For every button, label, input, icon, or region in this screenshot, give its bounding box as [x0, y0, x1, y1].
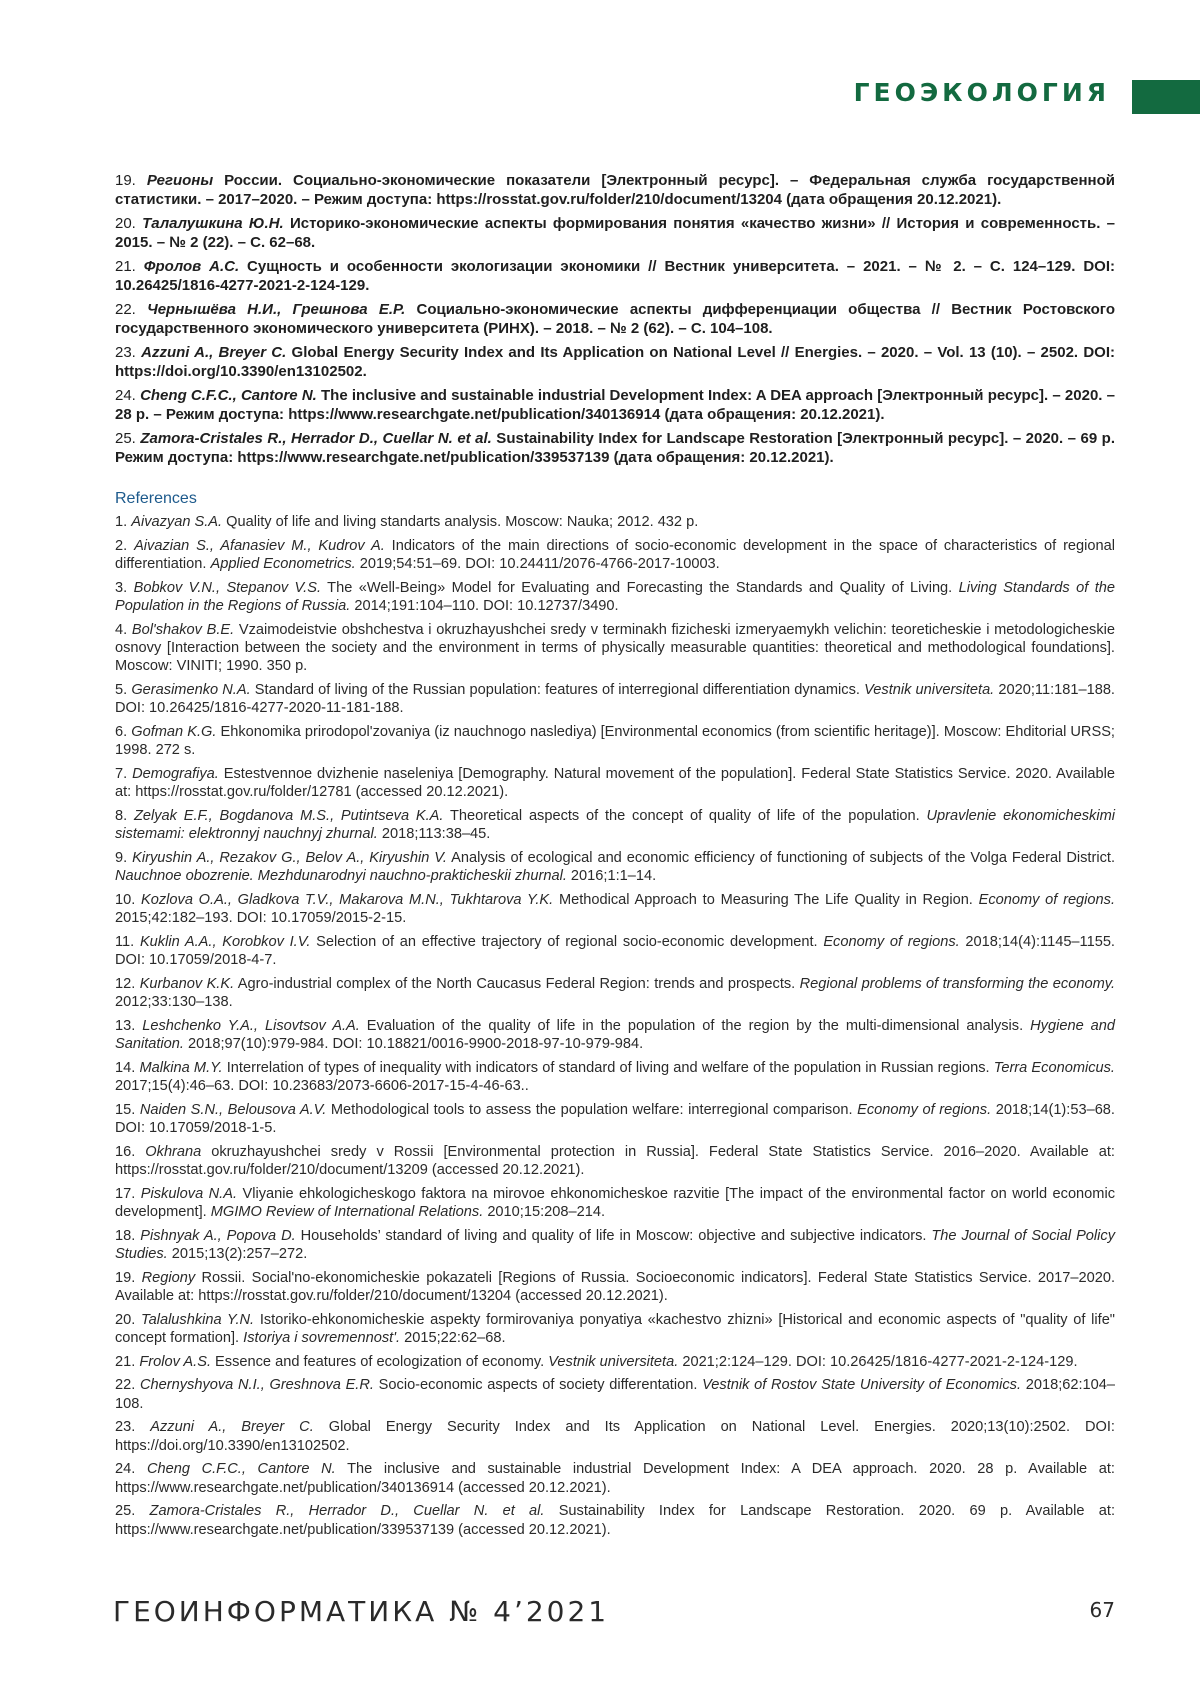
reference-text: Methodical Approach to Measuring The Life Quality in Region. [553, 891, 979, 908]
reference-number: 21. [115, 1353, 136, 1370]
reference-text: Households’ standard of living and quality of life in Moscow: objective and subjective indicators. [295, 1227, 932, 1244]
reference-number: 15. [115, 1101, 136, 1118]
reference-author: Cheng C.F.C., Cantore N. [146, 1461, 336, 1478]
section-color-bar [1132, 80, 1200, 114]
reference-details: 2014;191:104–110. DOI: 10.12737/3490. [350, 597, 619, 614]
reference-text: Сущность и особенности экологизации экономики // Вестник университета. – 2021. – № 2. – С. 124–129. DOI: 10.26425/1816-4277-2021-2-124-129. [115, 258, 1116, 294]
section-title: ГЕОЭКОЛОГИЯ [853, 78, 1110, 107]
reference-item [115, 215, 1115, 252]
reference-number: 9. [115, 849, 128, 866]
reference-number: 20. [115, 215, 136, 232]
reference-author: Kozlova O.A., Gladkova T.V., Makarova M.N., Tukhtarova Y.K. [141, 891, 554, 908]
reference-details: 2015;42:182–193. DOI: 10.17059/2015-2-15. [115, 910, 407, 927]
reference-item [115, 172, 1115, 209]
reference-author: Регионы [146, 172, 214, 189]
reference-text: Methodological tools to assess the population welfare: interregional comparison. [326, 1101, 858, 1118]
reference-text: Vzaimodeistvie obshchestva i okruzhayushchei sredy v terminakh fizicheski izmeryaemykh velichin: teoreticheskie i metodologicheskie osnovy [Interaction between the society and the environment in terms of physically measurable quantities: theoretical and methodological foundations]. Moscow: VINITI; 1990. 350 p. [115, 621, 1115, 675]
reference-author: Chernyshyova N.I., Greshnova E.R. [140, 1377, 374, 1394]
page-number: 67 [1089, 1598, 1115, 1622]
reference-details: 2018;97(10):979-984. DOI: 10.18821/0016-9900-2018-97-10-979-984. [183, 1036, 644, 1053]
reference-author: Kurbanov K.K. [139, 975, 235, 992]
reference-number: 24. [115, 387, 136, 404]
reference-number: 12. [115, 975, 136, 992]
reference-text: The «Well-Being» Model for Evaluating and Forecasting the Standards and Quality of Living. [321, 579, 959, 596]
reference-text: Rossii. Social'no-ekonomicheskie pokazateli [Regions of Russia. Socioeconomic indicators]. Federal State Statistics Service. 2017–2020. Available at: https://rosstat.gov.ru/folder/210/document/13204 (accessed 20.12.2021). [115, 1269, 1115, 1305]
reference-item [115, 891, 1115, 928]
reference-author: Zamora-Cristales R., Herrador D., Cuellar N. et al. [140, 430, 492, 447]
journal-name: ГЕОИНФОРМАТИКА № 4’2021 [113, 1595, 610, 1628]
reference-item [115, 579, 1115, 616]
article-body [115, 172, 1115, 1544]
reference-text: Evaluation of the quality of life in the population of the region by the multi-dimensional analysis. [359, 1017, 1031, 1034]
reference-item [115, 1143, 1115, 1180]
reference-author: Aivazyan S.A. [131, 514, 223, 530]
reference-number: 10. [115, 891, 136, 908]
reference-author: Naiden S.N., Belousova A.V. [139, 1101, 327, 1118]
reference-journal: Hygiene and Sanitation. [115, 1017, 1116, 1053]
reference-journal: Economy of regions. [857, 1101, 992, 1118]
reference-item [115, 301, 1115, 338]
reference-details: 2010;15:208–214. [483, 1204, 605, 1221]
reference-number: 6. [115, 723, 128, 740]
reference-number: 8. [115, 807, 128, 824]
reference-number: 22. [115, 1377, 136, 1394]
reference-item [115, 1269, 1115, 1306]
reference-author: Bobkov V.N., Stepanov V.S. [133, 579, 322, 596]
reference-author: Gofman K.G. [131, 723, 217, 740]
reference-number: 19. [115, 172, 136, 189]
reference-item [115, 849, 1115, 886]
reference-text: Sustainability Index for Landscape Restoration. 2020. 69 p. Available at: https://www.researchgate.net/publication/339537139 (accessed 20.12.2021). [115, 1503, 1115, 1538]
reference-text: The inclusive and sustainable industrial Development Index: A DEA approach. 2020. 28 p. Available at: https://www.researchgate.net/publication/340136914 (accessed 20.12.2021). [115, 1461, 1115, 1496]
reference-text: России. Социально-экономические показатели [Электронный ресурс]. – Федеральная служба государственной статистики. – 2017–2020. – Режим доступа: https://rosstat.gov.ru/folder/210/document/13204 (дата обращения 20.12.2021). [115, 172, 1115, 208]
reference-details: 2015;22:62–68. [400, 1330, 506, 1346]
reference-author: Piskulova N.A. [140, 1185, 238, 1202]
reference-details: 2018;113:38–45. [377, 826, 491, 843]
reference-text: Sustainability Index for Landscape Restoration [Электронный ресурс]. – 2020. – 69 p. Режим доступа: https://www.researchgate.net/publication/339537139 (дата обращения: 20.12.2021). [115, 430, 1115, 466]
reference-number: 13. [115, 1017, 136, 1034]
reference-item [115, 1101, 1115, 1138]
reference-item [115, 1418, 1115, 1455]
reference-author: Bol'shakov B.E. [131, 621, 235, 638]
reference-journal: Regional problems of transforming the economy. [799, 975, 1115, 992]
reference-text: Global Energy Security Index and Its Application on National Level. Energies. 2020;13(10):2502. DOI: https://doi.org/10.3390/en13102502. [115, 1419, 1115, 1454]
reference-item [115, 621, 1115, 676]
reference-author: Leshchenko Y.A., Lisovtsov A.A. [142, 1017, 360, 1034]
reference-text: Vliyanie ehkologicheskogo faktora na mirovoe ehkonomicheskoe razvitie [The impact of the environmental factor on world economic development]. [115, 1185, 1115, 1221]
reference-item [115, 258, 1115, 295]
english-reference-list [115, 513, 1115, 1539]
reference-number: 25. [115, 430, 136, 447]
reference-author: Gerasimenko N.A. [131, 681, 251, 698]
reference-item [115, 1502, 1115, 1539]
reference-text: Global Energy Security Index and Its Application on National Level // Energies. – 2020. – Vol. 13 (10). – 2502. DOI: https://doi.org/10.3390/en13102502. [115, 344, 1115, 380]
reference-text: Agro-industrial complex of the North Caucasus Federal Region: trends and prospects. [234, 975, 800, 992]
reference-journal: The Journal of Social Policy Studies. [115, 1227, 1116, 1263]
reference-text: Историко-экономические аспекты формирования понятия «качество жизни» // История и современность. – 2015. – № 2 (22). – С. 62–68. [115, 215, 1116, 251]
reference-details: 2016;1:1–14. [566, 868, 657, 885]
reference-details: 2018;62:104–108. [115, 1377, 1115, 1412]
reference-journal: Nauchnoe obozrenie. Mezhdunarodnyi nauchno-prakticheskii zhurnal. [115, 868, 567, 885]
reference-text: okruzhayushchei sredy v Rossii [Environmental protection in Russia]. Federal State Statistics Service. 2016–2020. Available at: https://rosstat.gov.ru/folder/210/document/13209 (accessed 20.12.2021). [115, 1143, 1115, 1179]
reference-author: Demografiya. [132, 765, 219, 782]
reference-journal: Terra Economicus. [993, 1059, 1115, 1076]
reference-details: 2018;14(4):1145–1155. DOI: 10.17059/2018-4-7. [115, 933, 1115, 969]
reference-item [115, 537, 1115, 574]
reference-item [115, 430, 1115, 467]
reference-item [115, 1185, 1115, 1222]
reference-text: Социально-экономические аспекты дифференциации общества // Вестник Ростовского государственного экономического университета (РИНХ). – 2018. – № 2 (62). – С. 104–108. [115, 301, 1115, 337]
reference-author: Фролов А.С. [143, 258, 240, 275]
reference-details: 2021;2:124–129. DOI: 10.26425/1816-4277-2021-2-124-129. [678, 1353, 1078, 1370]
reference-author: Malkina M.Y. [139, 1059, 223, 1076]
reference-item [115, 513, 1115, 531]
reference-number: 18. [115, 1227, 136, 1244]
reference-text: Standard of living of the Russian population: features of interregional differentiation dynamics. [250, 681, 865, 698]
reference-number: 21. [115, 258, 136, 275]
reference-item [115, 1227, 1115, 1264]
reference-text: Quality of life and living standarts analysis. Moscow: Nauka; 2012. 432 p. [222, 514, 699, 530]
reference-text: Ehkonomika prirodopol'zovaniya (iz nauchnogo naslediya) [Environmental economics (from scientific heritage)]. Moscow: Ehditorial URSS; 1998. 272 s. [115, 723, 1115, 759]
reference-number: 19. [115, 1269, 136, 1286]
reference-details: 2017;15(4):46–63. DOI: 10.23683/2073-6606-2017-15-4-46-63.. [115, 1078, 529, 1095]
reference-author: Чернышёва Н.И., Грешнова Е.Р. [147, 301, 406, 318]
reference-journal: Living Standards of the Population in the Regions of Russia. [115, 579, 1115, 614]
reference-item [115, 1353, 1115, 1371]
reference-text: Interrelation of types of inequality with indicators of standard of living and welfare of the population in Russian regions. [222, 1059, 994, 1076]
reference-details: 2019;54:51–69. DOI: 10.24411/2076-4766-2017-10003. [355, 555, 720, 572]
reference-number: 23. [115, 344, 136, 361]
reference-item [115, 1017, 1115, 1054]
reference-number: 4. [115, 621, 128, 638]
reference-author: Okhrana [145, 1143, 202, 1160]
reference-author: Frolov A.S. [139, 1353, 211, 1370]
reference-journal: MGIMO Review of International Relations. [210, 1204, 484, 1221]
reference-item [115, 344, 1115, 381]
reference-number: 23. [115, 1419, 136, 1436]
reference-journal: Economy of regions. [978, 891, 1115, 908]
reference-details: 2020;11:181–188. DOI: 10.26425/1816-4277-2020-11-181-188. [115, 681, 1115, 717]
reference-number: 2. [115, 537, 128, 554]
reference-item [115, 765, 1115, 802]
reference-author: Pishnyak A., Popova D. [140, 1227, 296, 1244]
reference-number: 7. [115, 765, 128, 782]
reference-details: 2018;14(1):53–68. DOI: 10.17059/2018-1-5. [115, 1101, 1115, 1137]
reference-text: Analysis of ecological and economic efficiency of functioning of subjects of the Volga Federal District. [446, 849, 1115, 866]
reference-text: Estestvennoe dvizhenie naseleniya [Demography. Natural movement of the population]. Federal State Statistics Service. 2020. Available at: https://rosstat.gov.ru/folder/12781 (accessed 20.12.2021). [115, 765, 1115, 801]
reference-author: Talalushkina Y.N. [141, 1311, 255, 1328]
reference-text: Istoriko-ehkonomicheskie aspekty formirovaniya ponyatiya «kachestvo zhizni» [Historical and economic aspects of "quality of life" concept formation]. [115, 1311, 1115, 1346]
reference-number: 17. [115, 1185, 136, 1202]
reference-item [115, 975, 1115, 1012]
reference-journal: Applied Econometrics. [210, 555, 356, 572]
reference-item [115, 933, 1115, 970]
reference-number: 16. [115, 1143, 136, 1160]
reference-text: The inclusive and sustainable industrial Development Index: A DEA approach [Электронный ресурс]. – 2020. – 28 p. – Режим доступа: https://www.researchgate.net/publication/340136914 (дата обращения: 20.12.2021). [115, 387, 1115, 423]
reference-journal: Vestnik universiteta. [864, 681, 995, 698]
reference-item [115, 1376, 1115, 1413]
reference-item [115, 723, 1115, 760]
reference-number: 5. [115, 681, 128, 698]
reference-text: Selection of an effective trajectory of regional socio-economic development. [310, 933, 824, 950]
reference-item [115, 1059, 1115, 1096]
reference-details: 2015;13(2):257–272. [167, 1246, 308, 1263]
reference-number: 22. [115, 301, 136, 318]
reference-text: Socio-economic aspects of society differentation. [373, 1377, 703, 1394]
reference-details: 2012;33:130–138. [115, 994, 233, 1011]
reference-author: Aivazian S., Afanasiev M., Kudrov A. [134, 537, 385, 554]
reference-number: 1. [115, 514, 128, 530]
reference-journal: Upravlenie ekonomicheskimi sistemami: elektronnyj nauchnyj zhurnal. [115, 807, 1115, 843]
references-heading: References [115, 490, 197, 507]
reference-author: Zamora-Cristales R., Herrador D., Cuellar N. et al. [149, 1503, 545, 1520]
reference-number: 20. [115, 1311, 136, 1328]
reference-author: Kiryushin A., Rezakov G., Belov A., Kiryushin V. [132, 849, 447, 866]
reference-journal: Istoriya i sovremennost'. [243, 1330, 401, 1346]
reference-item [115, 807, 1115, 844]
russian-reference-list [115, 172, 1115, 467]
reference-text: Theoretical aspects of the concept of quality of life of the population. [443, 807, 927, 824]
reference-number: 11. [115, 933, 135, 950]
reference-item [115, 387, 1115, 424]
reference-journal: Vestnik of Rostov State University of Economics. [702, 1377, 1022, 1394]
reference-text: Indicators of the main directions of socio-economic development in the space of characteristics of regional differentiation. [115, 537, 1116, 572]
reference-author: Azzuni A., Breyer C. [141, 344, 287, 361]
reference-author: Kuklin A.A., Korobkov I.V. [139, 933, 311, 950]
reference-number: 14. [115, 1059, 136, 1076]
reference-author: Regiony [141, 1269, 196, 1286]
reference-text: Essence and features of ecologization of economy. [211, 1353, 549, 1370]
reference-number: 24. [115, 1461, 136, 1478]
reference-author: Cheng C.F.C., Cantore N. [140, 387, 317, 404]
reference-item [115, 681, 1115, 718]
reference-number: 25. [115, 1503, 136, 1520]
reference-number: 3. [115, 579, 128, 596]
reference-item [115, 1460, 1115, 1497]
reference-author: Zelyak E.F., Bogdanova M.S., Putintseva K.A. [133, 807, 444, 824]
reference-item [115, 1311, 1115, 1348]
reference-author: Azzuni A., Breyer C. [150, 1419, 314, 1436]
reference-journal: Economy of regions. [823, 933, 960, 950]
reference-journal: Vestnik universiteta. [548, 1353, 679, 1370]
reference-author: Талалушкина Ю.Н. [142, 215, 284, 232]
